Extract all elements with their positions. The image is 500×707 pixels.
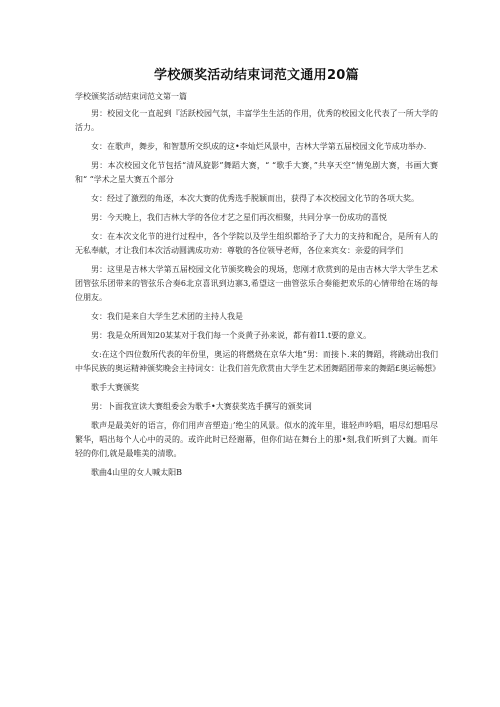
paragraph-13: 歌声是最美好的语言，你们用声音塑造」’绝尘的风景。似水的流年里，谁轻声吟唱，唱尽幻想唱尽繁华，唱出每个人心中的灵的。或许此时已经谢幕，但你们站在舞台上的那•刻,我们听到了大巍。而年轻的你们,就是最唯美的清歌。	[75, 421, 438, 458]
paragraph-1: 男：校园文化一直起到『活跃校园气氛，丰富学生生活的作用，优秀的校园文化代表了一所大学的活力。	[75, 109, 438, 132]
paragraph-10: 女:在这个四位数所代表的年份里，奥运的将燃烧在京华大地“男：而接卜.来的舞蹈，将跳动出我们中华民族的奥运精神颁奖晚会主持词女：让我们首先欣赏由大学生艺术团舞蹈团带来的舞蹈£奥运畅想》	[75, 350, 441, 373]
paragraph-14: 歌曲4山里的女人喊太阳B	[91, 468, 182, 477]
paragraph-11: 歌手大赛颁奖	[91, 383, 139, 392]
paragraph-8: 女：我们是来自大学生艺术团的主持人我是	[91, 312, 243, 321]
paragraph-5: 男：今天晚上，我们吉林大学的各位才艺之星们再次相聚，共同分享一份成功的喜悦	[91, 213, 387, 222]
paragraph-9: 男：我是众所周知20某某对于我们每一个炎黄子孙来说，都有着I1.t要的意义。	[91, 331, 372, 340]
paragraph-3: 男：本次校园文化节包括“清风旋影”舞蹈大赛，“ “歌手大赛，”共享天空”情兔剧大赛，书画大赛和“ “学术之星大赛五个部分	[75, 161, 438, 184]
document-title: 学校颁奖活动结束词范文通用20篇	[154, 68, 359, 83]
paragraph-6: 女：在本次文化节的进行过程中，各个学院以及学生组织都给予了大力的支持和配合，是所有人的无私奉献，才让我们本次活动圆满成功劝：尊敬的各位领导老师，各位来宾女：亲爱的同学们	[75, 232, 438, 255]
paragraph-12: 男：卜面我宣读大赛组委会为歌手•大赛获奖选手撰写的颁奖词	[91, 402, 312, 411]
section-heading: 学校颁奖活动结束词范文第一篇	[75, 92, 187, 101]
paragraph-2: 女：在歌声，舞步，和智慧所交织成的这•李灿烂风景中，吉林大学第五届校园文化节成功举办.	[91, 142, 427, 151]
paragraph-7: 男：这里是吉林大学第五届校园文化节颁奖晚会的现场，您刚才欣赏到的是由吉林大学大学生艺术团管弦乐团带来的管弦乐合奏6北京喜讯到边寨3,希望这一曲管弦乐合奏能把欢乐的心情带给在场的每位朋友。	[75, 265, 438, 302]
paragraph-4: 女：经过了激烈的角逐，本次大赛的优秀选手脱颖而出，获得了本次校园文化节的各项大奖。	[91, 194, 419, 203]
